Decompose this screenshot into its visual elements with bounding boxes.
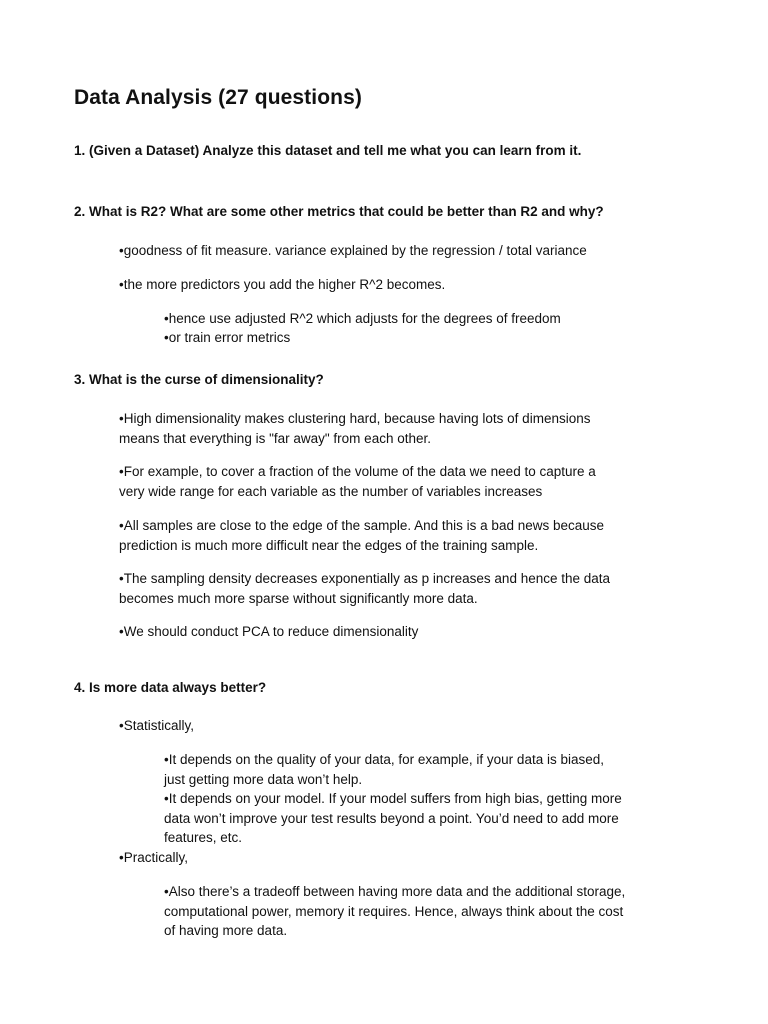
document-title: Data Analysis (27 questions) (74, 86, 362, 109)
q3-bullet-clustering (119, 409, 590, 448)
q2-subbullet-adjusted-r2: •hence use adjusted R^2 which adjusts for the degrees of freedom (164, 311, 561, 326)
q2-bullet-more-predictors: •the more predictors you add the higher R^2 becomes. (119, 277, 446, 292)
q4-subbullet-tradeoff-line-2: computational power, memory it requires. Hence, always think about the cost (164, 903, 624, 919)
q4-subbullet-tradeoff (164, 882, 625, 941)
q3-bullet-clustering-line-1: •High dimensionality makes clustering hard, because having lots of dimensions (119, 411, 591, 426)
q4-bullet-practically: •Practically, (119, 850, 188, 865)
q3-bullet-clustering-line-2: means that everything is "far away" from each other. (119, 430, 431, 446)
q3-bullet-volume-line-2: very wide range for each variable as the number of variables increases (119, 483, 543, 499)
question-3-heading: 3. What is the curse of dimensionality? (74, 372, 324, 387)
q4-subbullet-tradeoff-line-3: of having more data. (164, 923, 288, 938)
q4-subbullet-tradeoff-line-1: •Also there’s a tradeoff between having more data and the additional storage, (164, 884, 626, 899)
q3-bullet-pca: •We should conduct PCA to reduce dimensionality (119, 624, 419, 639)
q3-bullet-sampling-density (119, 569, 610, 608)
q3-bullet-volume (119, 462, 596, 501)
q3-bullet-sampling-density-line-2: becomes much more sparse without significantly more data. (119, 590, 478, 606)
q2-subbullet-train-error: •or train error metrics (164, 330, 291, 345)
question-4-heading: 4. Is more data always better? (74, 680, 267, 695)
q2-bullet-goodness-of-fit: •goodness of fit measure. variance explained by the regression / total variance (119, 243, 587, 258)
q4-subbullet-data-quality (164, 750, 604, 789)
q4-subbullet-model-bias-line-2: data won’t improve your test results beyond a point. You’d need to add more (164, 810, 619, 826)
q3-bullet-sampling-density-line-1: •The sampling density decreases exponentially as p increases and hence the data (119, 571, 611, 586)
q3-bullet-edge-line-2: prediction is much more difficult near the edges of the training sample. (119, 537, 539, 553)
q3-bullet-edge-line-1: •All samples are close to the edge of the sample. And this is a bad news because (119, 518, 605, 533)
q3-bullet-volume-line-1: •For example, to cover a fraction of the volume of the data we need to capture a (119, 464, 596, 479)
q4-subbullet-model-bias-line-3: features, etc. (164, 830, 243, 845)
question-2-heading: 2. What is R2? What are some other metrics that could be better than R2 and why? (74, 204, 604, 219)
q3-bullet-edge (119, 516, 604, 555)
q4-subbullet-data-quality-line-2: just getting more data won’t help. (164, 771, 363, 787)
q4-subbullet-model-bias-line-1: •It depends on your model. If your model suffers from high bias, getting more (164, 791, 622, 806)
question-1-heading: 1. (Given a Dataset) Analyze this dataset and tell me what you can learn from it. (74, 143, 582, 158)
q4-subbullet-model-bias (164, 789, 622, 848)
q4-subbullet-data-quality-line-1: •It depends on the quality of your data, for example, if your data is biased, (164, 752, 604, 767)
q4-bullet-statistically: •Statistically, (119, 718, 194, 733)
